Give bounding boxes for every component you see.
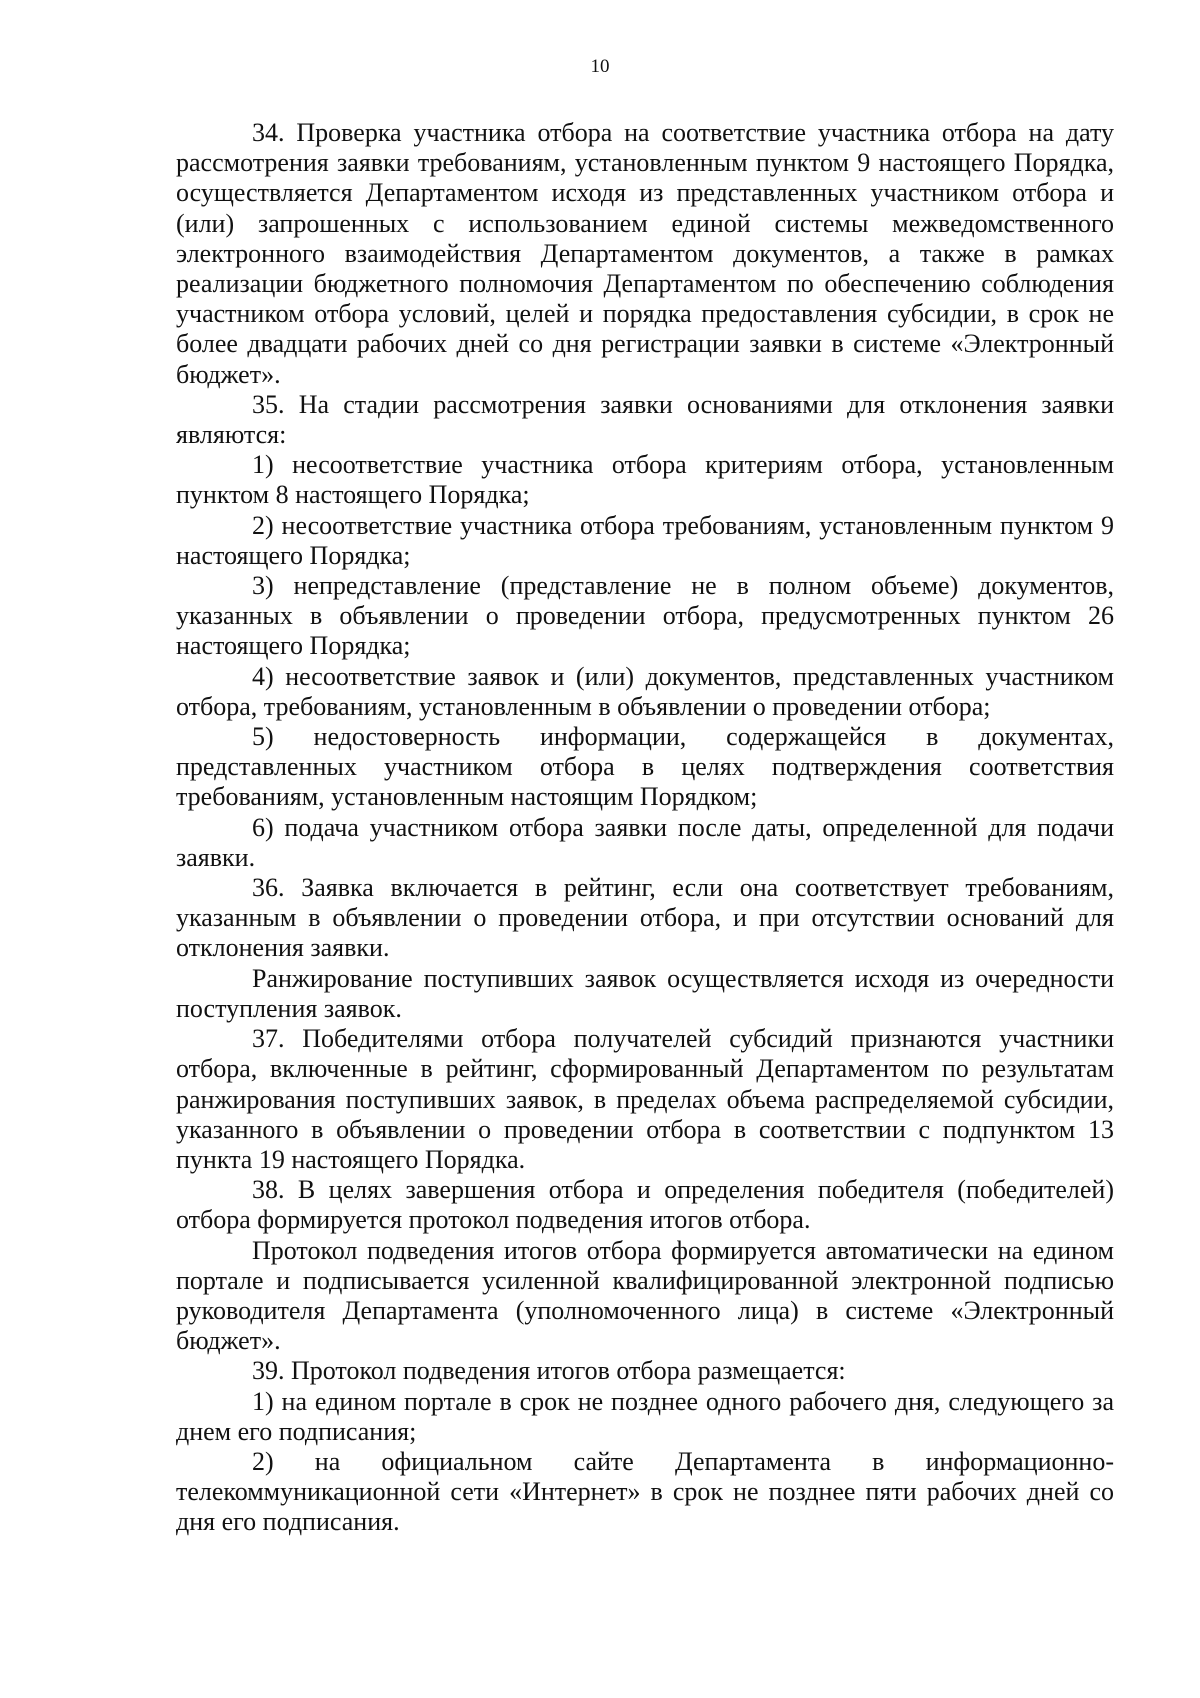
paragraph-39-item-1: 1) на едином портале в срок не позднее одного рабочего дня, следующего за днем его подписания; [176,1386,1114,1446]
paragraph-35-item-6: 6) подача участником отбора заявки после даты, определенной для подачи заявки. [176,812,1114,872]
paragraph-38: 38. В целях завершения отбора и определения победителя (победителей) отбора формируется протокол подведения итогов отбора. [176,1175,1114,1235]
paragraph-35: 35. На стадии рассмотрения заявки основаниями для отклонения заявки являются: [176,389,1114,450]
paragraph-35-item-4: 4) несоответствие заявок и (или) документов, представленных участником отбора, требованиям, установленным в объявлении о проведении отбора; [176,661,1114,721]
paragraph-39: 39. Протокол подведения итогов отбора размещается: [252,1356,846,1386]
paragraph-35-item-3: 3) непредставление (представление не в полном объеме) документов, указанных в объявлении о проведении отбора, предусмотренных пунктом 26 настоящего Порядка; [176,571,1114,661]
paragraph-37: 37. Победителями отбора получателей субсидий признаются участники отбора, включенные в рейтинг, сформированный Департаментом по результатам ранжирования поступивших заявок, в пределах объема распределяемой субсидии, указанного в объявлении о проведении отбора в соответствии с подпунктом 13 пункта 19 настоящего Порядка. [176,1024,1114,1174]
paragraph-34: 34. Проверка участника отбора на соответствие участника отбора на дату рассмотрения заявки требованиям, установленным пунктом 9 настоящего Порядка, осуществляется Департаментом исходя из представленных участником отбора и (или) запрошенных с использованием единой системы межведомственного электронного взаимодействия Департаментом документов, а также в рамках реализации бюджетного полномочия Департаментом по обеспечению соблюдения участником отбора условий, целей и порядка предоставления субсидии, в срок не более двадцати рабочих дней со дня регистрации заявки в системе «Электронный бюджет». [176,118,1114,389]
paragraph-36: 36. Заявка включается в рейтинг, если она соответствует требованиям, указанным в объявлении о проведении отбора, и при отсутствии оснований для отклонения заявки. [176,873,1114,963]
paragraph-35-item-5: 5) недостоверность информации, содержащейся в документах, представленных участником отбора в целях подтверждения соответствия требованиям, установленным настоящим Порядком; [176,722,1114,812]
paragraph-35-item-2: 2) несоответствие участника отбора требованиям, установленным пунктом 9 настоящего Порядка; [176,510,1114,570]
page-number: 10 [590,56,610,77]
paragraph-38-protocol: Протокол подведения итогов отбора формируется автоматически на едином портале и подписывается усиленной квалифицированной электронной подписью руководителя Департамента (уполномоченного лица) в системе «Электронный бюджет». [176,1235,1114,1356]
paragraph-39-item-2: 2) на официальном сайте Департамента в информационно-телекоммуникационной сети «Интернет» в срок не позднее пяти рабочих дней со дня его подписания. [176,1446,1114,1537]
paragraph-36-ranking: Ранжирование поступивших заявок осуществляется исходя из очередности поступления заявок. [176,963,1114,1023]
paragraph-35-item-1: 1) несоответствие участника отбора критериям отбора, установленным пунктом 8 настоящего Порядка; [176,450,1114,510]
document-body [176,118,1114,1538]
